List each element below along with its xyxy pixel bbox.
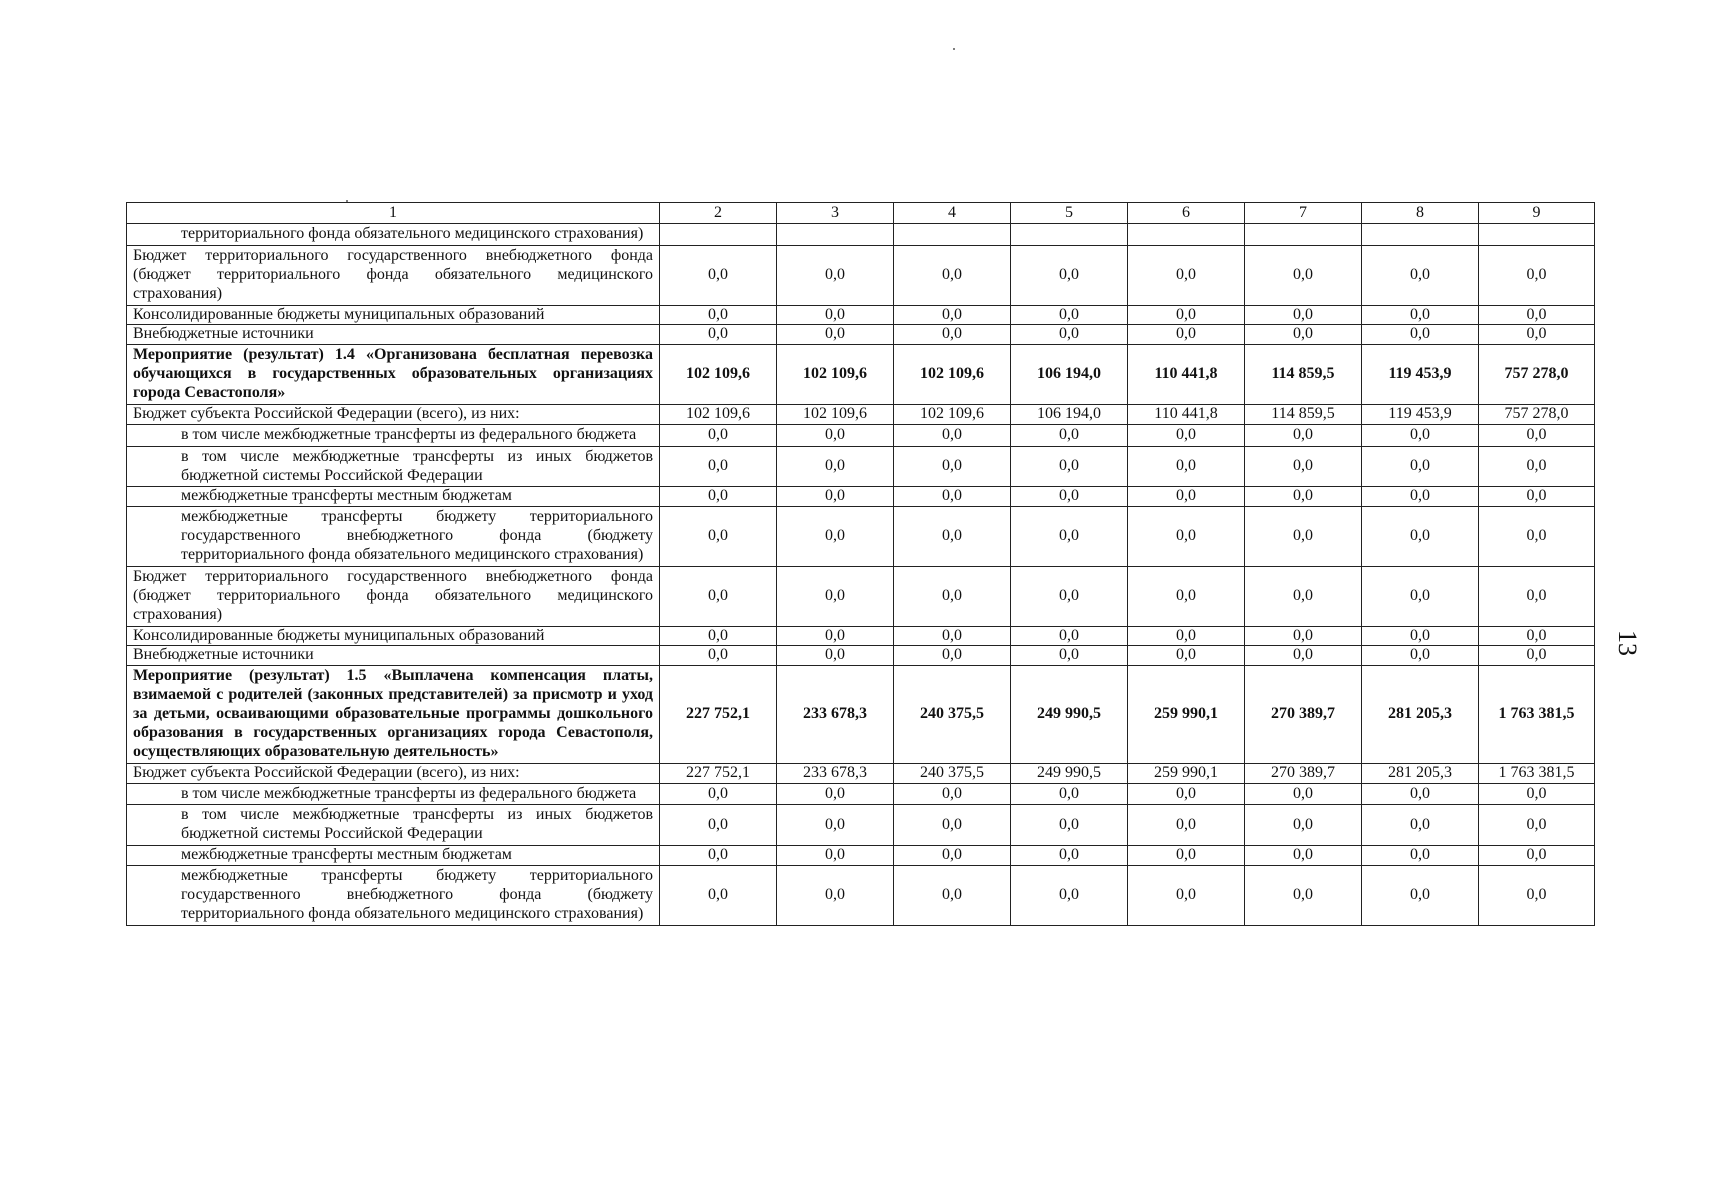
budget-table	[126, 202, 1595, 926]
value-cell: 0,0	[1362, 566, 1479, 626]
value-cell: 102 109,6	[777, 404, 894, 424]
table-row	[127, 646, 1595, 666]
row-label: Мероприятие (результат) 1.4 «Организована бесплатная перевозка обучающихся в государственных образовательных организациях города Севастополя»	[127, 345, 660, 405]
value-cell: 0,0	[1362, 626, 1479, 646]
value-cell: 0,0	[1011, 866, 1128, 926]
column-number: 6	[1128, 203, 1245, 224]
value-cell: 0,0	[777, 846, 894, 866]
value-cell: 0,0	[1479, 646, 1595, 666]
table-row	[127, 763, 1595, 783]
value-cell: 0,0	[1362, 245, 1479, 305]
value-cell: 0,0	[1245, 846, 1362, 866]
value-cell: 0,0	[1479, 805, 1595, 846]
value-cell: 0,0	[1479, 325, 1595, 345]
value-cell: 0,0	[1011, 805, 1128, 846]
value-cell: 0,0	[1128, 424, 1245, 446]
row-label: межбюджетные трансферты местным бюджетам	[127, 846, 660, 866]
value-cell: 0,0	[1479, 846, 1595, 866]
page-number: 13	[1613, 630, 1642, 656]
value-cell: 0,0	[1479, 487, 1595, 507]
value-cell: 0,0	[894, 805, 1011, 846]
value-cell: 0,0	[1362, 424, 1479, 446]
value-cell: 0,0	[1011, 846, 1128, 866]
table-row	[127, 404, 1595, 424]
table-row	[127, 446, 1595, 487]
value-cell: 0,0	[1011, 305, 1128, 325]
row-label: территориального фонда обязательного медицинского страхования)	[127, 224, 660, 246]
value-cell: 0,0	[1245, 424, 1362, 446]
value-cell	[660, 224, 777, 246]
value-cell: 0,0	[1362, 783, 1479, 805]
value-cell: 1 763 381,5	[1479, 763, 1595, 783]
value-cell: 0,0	[777, 305, 894, 325]
value-cell: 0,0	[660, 424, 777, 446]
value-cell: 0,0	[894, 424, 1011, 446]
value-cell: 281 205,3	[1362, 666, 1479, 763]
value-cell: 240 375,5	[894, 763, 1011, 783]
table-row	[127, 783, 1595, 805]
table-row	[127, 507, 1595, 567]
row-label: Мероприятие (результат) 1.5 «Выплачена компенсация платы, взимаемой с родителей (законных представителей) за присмотр и уход за детьми, осваивающими образовательные программы дошкольного образования в государственных организациях города Севастополя, осуществляющих образовательную деятельность»	[127, 666, 660, 763]
value-cell: 0,0	[1362, 646, 1479, 666]
value-cell: 0,0	[1245, 626, 1362, 646]
value-cell: 0,0	[1128, 846, 1245, 866]
value-cell: 0,0	[777, 866, 894, 926]
value-cell	[1362, 224, 1479, 246]
value-cell: 0,0	[1011, 487, 1128, 507]
row-label: Бюджет субъекта Российской Федерации (всего), из них:	[127, 404, 660, 424]
table-row	[127, 805, 1595, 846]
row-label: Консолидированные бюджеты муниципальных образований	[127, 305, 660, 325]
row-label: в том числе межбюджетные трансферты из иных бюджетов бюджетной системы Российской Федерации	[127, 446, 660, 487]
value-cell: 270 389,7	[1245, 763, 1362, 783]
value-cell: 0,0	[1011, 446, 1128, 487]
value-cell: 0,0	[777, 626, 894, 646]
value-cell: 0,0	[660, 626, 777, 646]
value-cell: 0,0	[894, 646, 1011, 666]
value-cell: 0,0	[1128, 245, 1245, 305]
value-cell: 0,0	[894, 626, 1011, 646]
value-cell: 0,0	[894, 846, 1011, 866]
value-cell: 0,0	[1245, 245, 1362, 305]
row-label: в том числе межбюджетные трансферты из федерального бюджета	[127, 424, 660, 446]
value-cell: 0,0	[660, 783, 777, 805]
value-cell: 102 109,6	[660, 345, 777, 405]
column-number: 3	[777, 203, 894, 224]
value-cell: 0,0	[1362, 325, 1479, 345]
value-cell: 0,0	[1245, 487, 1362, 507]
value-cell: 0,0	[660, 305, 777, 325]
value-cell: 0,0	[1128, 805, 1245, 846]
value-cell: 249 990,5	[1011, 666, 1128, 763]
value-cell: 0,0	[1362, 487, 1479, 507]
table-row	[127, 224, 1595, 246]
value-cell: 0,0	[1479, 507, 1595, 567]
value-cell: 0,0	[1245, 646, 1362, 666]
row-label: Бюджет субъекта Российской Федерации (всего), из них:	[127, 763, 660, 783]
value-cell: 0,0	[660, 566, 777, 626]
value-cell: 0,0	[1245, 783, 1362, 805]
value-cell: 0,0	[1245, 305, 1362, 325]
value-cell: 0,0	[894, 245, 1011, 305]
value-cell: 119 453,9	[1362, 345, 1479, 405]
table-row	[127, 345, 1595, 405]
value-cell: 106 194,0	[1011, 345, 1128, 405]
value-cell: 240 375,5	[894, 666, 1011, 763]
value-cell: 0,0	[1245, 446, 1362, 487]
value-cell: 0,0	[1128, 866, 1245, 926]
value-cell: 0,0	[894, 507, 1011, 567]
table-row	[127, 245, 1595, 305]
value-cell: 0,0	[1479, 866, 1595, 926]
value-cell: 102 109,6	[660, 404, 777, 424]
value-cell: 0,0	[777, 487, 894, 507]
value-cell: 0,0	[1011, 507, 1128, 567]
value-cell: 110 441,8	[1128, 404, 1245, 424]
value-cell: 0,0	[660, 805, 777, 846]
value-cell: 0,0	[1128, 566, 1245, 626]
value-cell: 110 441,8	[1128, 345, 1245, 405]
value-cell: 0,0	[777, 325, 894, 345]
value-cell: 233 678,3	[777, 763, 894, 783]
value-cell: 102 109,6	[894, 345, 1011, 405]
value-cell: 249 990,5	[1011, 763, 1128, 783]
row-label: Бюджет территориального государственного внебюджетного фонда (бюджет территориального фонда обязательного медицинского страхования)	[127, 245, 660, 305]
column-number: 8	[1362, 203, 1479, 224]
table-row	[127, 866, 1595, 926]
value-cell: 0,0	[777, 446, 894, 487]
table-row	[127, 305, 1595, 325]
value-cell: 0,0	[1128, 446, 1245, 487]
value-cell	[1128, 224, 1245, 246]
value-cell: 0,0	[1479, 245, 1595, 305]
value-cell: 0,0	[1245, 507, 1362, 567]
row-label: в том числе межбюджетные трансферты из иных бюджетов бюджетной системы Российской Федерации	[127, 805, 660, 846]
value-cell	[1245, 224, 1362, 246]
table-row	[127, 487, 1595, 507]
value-cell	[1011, 224, 1128, 246]
value-cell: 0,0	[1245, 566, 1362, 626]
row-label: межбюджетные трансферты местным бюджетам	[127, 487, 660, 507]
value-cell: 227 752,1	[660, 763, 777, 783]
value-cell	[894, 224, 1011, 246]
table-row	[127, 325, 1595, 345]
column-number: 2	[660, 203, 777, 224]
value-cell: 0,0	[894, 446, 1011, 487]
value-cell: 0,0	[660, 325, 777, 345]
table-body	[127, 224, 1595, 926]
value-cell: 102 109,6	[894, 404, 1011, 424]
value-cell: 0,0	[660, 866, 777, 926]
value-cell: 0,0	[1245, 325, 1362, 345]
value-cell: 0,0	[1362, 305, 1479, 325]
value-cell: 0,0	[1128, 487, 1245, 507]
value-cell: 0,0	[1362, 507, 1479, 567]
value-cell: 0,0	[1362, 446, 1479, 487]
value-cell: 0,0	[1362, 805, 1479, 846]
table-row	[127, 626, 1595, 646]
column-number: 5	[1011, 203, 1128, 224]
value-cell: 0,0	[1479, 446, 1595, 487]
table-row	[127, 566, 1595, 626]
value-cell: 0,0	[660, 446, 777, 487]
value-cell: 0,0	[660, 245, 777, 305]
value-cell: 0,0	[894, 866, 1011, 926]
value-cell: 259 990,1	[1128, 763, 1245, 783]
column-number: 7	[1245, 203, 1362, 224]
value-cell: 0,0	[1128, 305, 1245, 325]
value-cell: 0,0	[894, 487, 1011, 507]
value-cell: 270 389,7	[1245, 666, 1362, 763]
value-cell: 0,0	[1479, 305, 1595, 325]
value-cell	[777, 224, 894, 246]
value-cell: 0,0	[1479, 783, 1595, 805]
value-cell: 0,0	[660, 846, 777, 866]
value-cell: 0,0	[660, 507, 777, 567]
value-cell: 0,0	[1011, 424, 1128, 446]
value-cell: 0,0	[777, 566, 894, 626]
value-cell: 114 859,5	[1245, 404, 1362, 424]
row-label: в том числе межбюджетные трансферты из федерального бюджета	[127, 783, 660, 805]
value-cell: 0,0	[777, 646, 894, 666]
row-label: Бюджет территориального государственного внебюджетного фонда (бюджет территориального фонда обязательного медицинского страхования)	[127, 566, 660, 626]
table-row	[127, 846, 1595, 866]
row-label: межбюджетные трансферты бюджету территориального государственного внебюджетного фонда (бюджету территориального фонда обязательного медицинского страхования)	[127, 866, 660, 926]
value-cell: 757 278,0	[1479, 345, 1595, 405]
value-cell: 0,0	[1011, 325, 1128, 345]
row-label: Внебюджетные источники	[127, 646, 660, 666]
value-cell: 0,0	[1128, 507, 1245, 567]
value-cell: 119 453,9	[1362, 404, 1479, 424]
value-cell: 259 990,1	[1128, 666, 1245, 763]
value-cell: 114 859,5	[1245, 345, 1362, 405]
value-cell: 0,0	[777, 783, 894, 805]
value-cell: 0,0	[1128, 646, 1245, 666]
value-cell: 0,0	[777, 424, 894, 446]
value-cell: 0,0	[660, 487, 777, 507]
row-label: Консолидированные бюджеты муниципальных образований	[127, 626, 660, 646]
value-cell: 0,0	[1011, 626, 1128, 646]
value-cell: 0,0	[1479, 424, 1595, 446]
value-cell: 102 109,6	[777, 345, 894, 405]
value-cell: 0,0	[894, 325, 1011, 345]
value-cell: 0,0	[1245, 866, 1362, 926]
value-cell: 281 205,3	[1362, 763, 1479, 783]
value-cell: 0,0	[777, 805, 894, 846]
value-cell: 106 194,0	[1011, 404, 1128, 424]
row-label: Внебюджетные источники	[127, 325, 660, 345]
value-cell: 0,0	[777, 245, 894, 305]
value-cell: 233 678,3	[777, 666, 894, 763]
value-cell: 0,0	[1011, 783, 1128, 805]
scan-speck	[953, 48, 955, 50]
value-cell	[1479, 224, 1595, 246]
value-cell: 0,0	[1011, 646, 1128, 666]
value-cell: 0,0	[1011, 566, 1128, 626]
value-cell: 0,0	[1011, 245, 1128, 305]
value-cell: 0,0	[1245, 805, 1362, 846]
column-number: 1	[127, 203, 660, 224]
value-cell: 0,0	[894, 305, 1011, 325]
column-number: 4	[894, 203, 1011, 224]
column-number-row	[127, 203, 1595, 224]
column-number: 9	[1479, 203, 1595, 224]
value-cell: 0,0	[1128, 325, 1245, 345]
value-cell: 0,0	[894, 783, 1011, 805]
value-cell: 0,0	[894, 566, 1011, 626]
table-row	[127, 666, 1595, 763]
value-cell: 0,0	[777, 507, 894, 567]
value-cell: 0,0	[1362, 846, 1479, 866]
value-cell: 0,0	[1479, 566, 1595, 626]
row-label: межбюджетные трансферты бюджету территориального государственного внебюджетного фонда (бюджету территориального фонда обязательного медицинского страхования)	[127, 507, 660, 567]
value-cell: 0,0	[660, 646, 777, 666]
value-cell: 227 752,1	[660, 666, 777, 763]
value-cell: 757 278,0	[1479, 404, 1595, 424]
value-cell: 0,0	[1362, 866, 1479, 926]
value-cell: 1 763 381,5	[1479, 666, 1595, 763]
value-cell: 0,0	[1479, 626, 1595, 646]
table-row	[127, 424, 1595, 446]
value-cell: 0,0	[1128, 626, 1245, 646]
value-cell: 0,0	[1128, 783, 1245, 805]
